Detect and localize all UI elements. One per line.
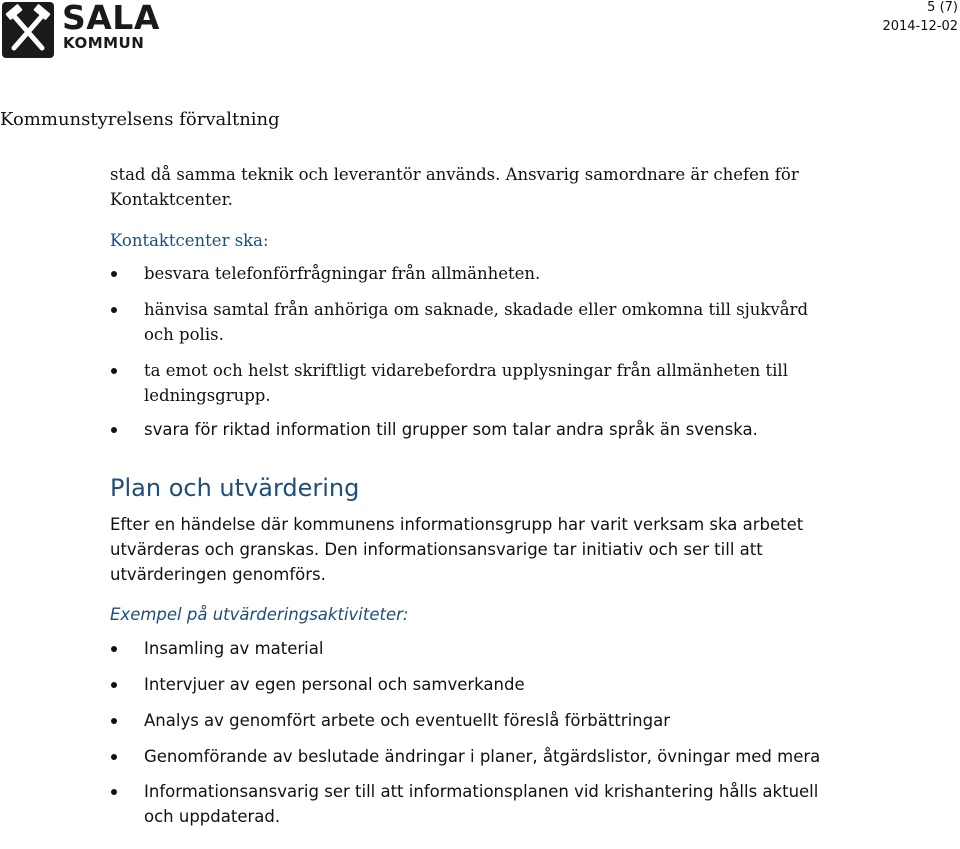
list-item: Insamling av material [110, 636, 830, 661]
sala-kommun-logo [2, 0, 162, 60]
continuation-paragraph: stad då samma teknik och leverantör används. Ansvarig samordnare är chefen för Kontaktcenter. [110, 165, 799, 209]
list-item: Genomförande av beslutade ändringar i planer, åtgärdslistor, övningar med mera [110, 744, 830, 769]
list-item: Informationsansvarig ser till att informationsplanen vid krishantering hålls aktuell och uppdaterad. [110, 779, 830, 829]
list-item: ta emot och helst skriftligt vidarebefordra upplysningar från allmänheten till ledningsgrupp. [110, 358, 830, 408]
logo-name: SALA [62, 0, 160, 37]
contact-center-subheading: Kontaktcenter ska: [110, 231, 269, 250]
list-item: svara för riktad information till grupper som talar andra språk än svenska. [110, 417, 830, 442]
page-number: 5 (7) [927, 0, 958, 15]
section-heading: Plan och utvärdering [110, 474, 360, 502]
list-item: Intervjuer av egen personal och samverkande [110, 672, 830, 697]
contact-center-list [110, 261, 830, 442]
office-name: Kommunstyrelsens förvaltning [0, 109, 280, 130]
crossed-hammers-logo-icon [2, 2, 54, 58]
list-item: besvara telefonförfrågningar från allmänheten. [110, 261, 830, 286]
logo-subtitle: KOMMUN [63, 34, 145, 52]
list-item: Analys av genomfört arbete och eventuellt föreslå förbättringar [110, 708, 830, 733]
list-item: hänvisa samtal från anhöriga om saknade, skadade eller omkomna till sjukvård och polis. [110, 297, 830, 347]
evaluation-paragraph: Efter en händelse där kommunens informationsgrupp har varit verksam ska arbetet utvärderas och granskas. Den informationsansvarige tar initiativ och ser till att utvärderingen genomförs. [110, 515, 804, 584]
document-date: 2014-12-02 [882, 19, 958, 34]
evaluation-list [110, 636, 830, 829]
evaluation-subheading: Exempel på utvärderingsaktiviteter: [110, 605, 409, 624]
